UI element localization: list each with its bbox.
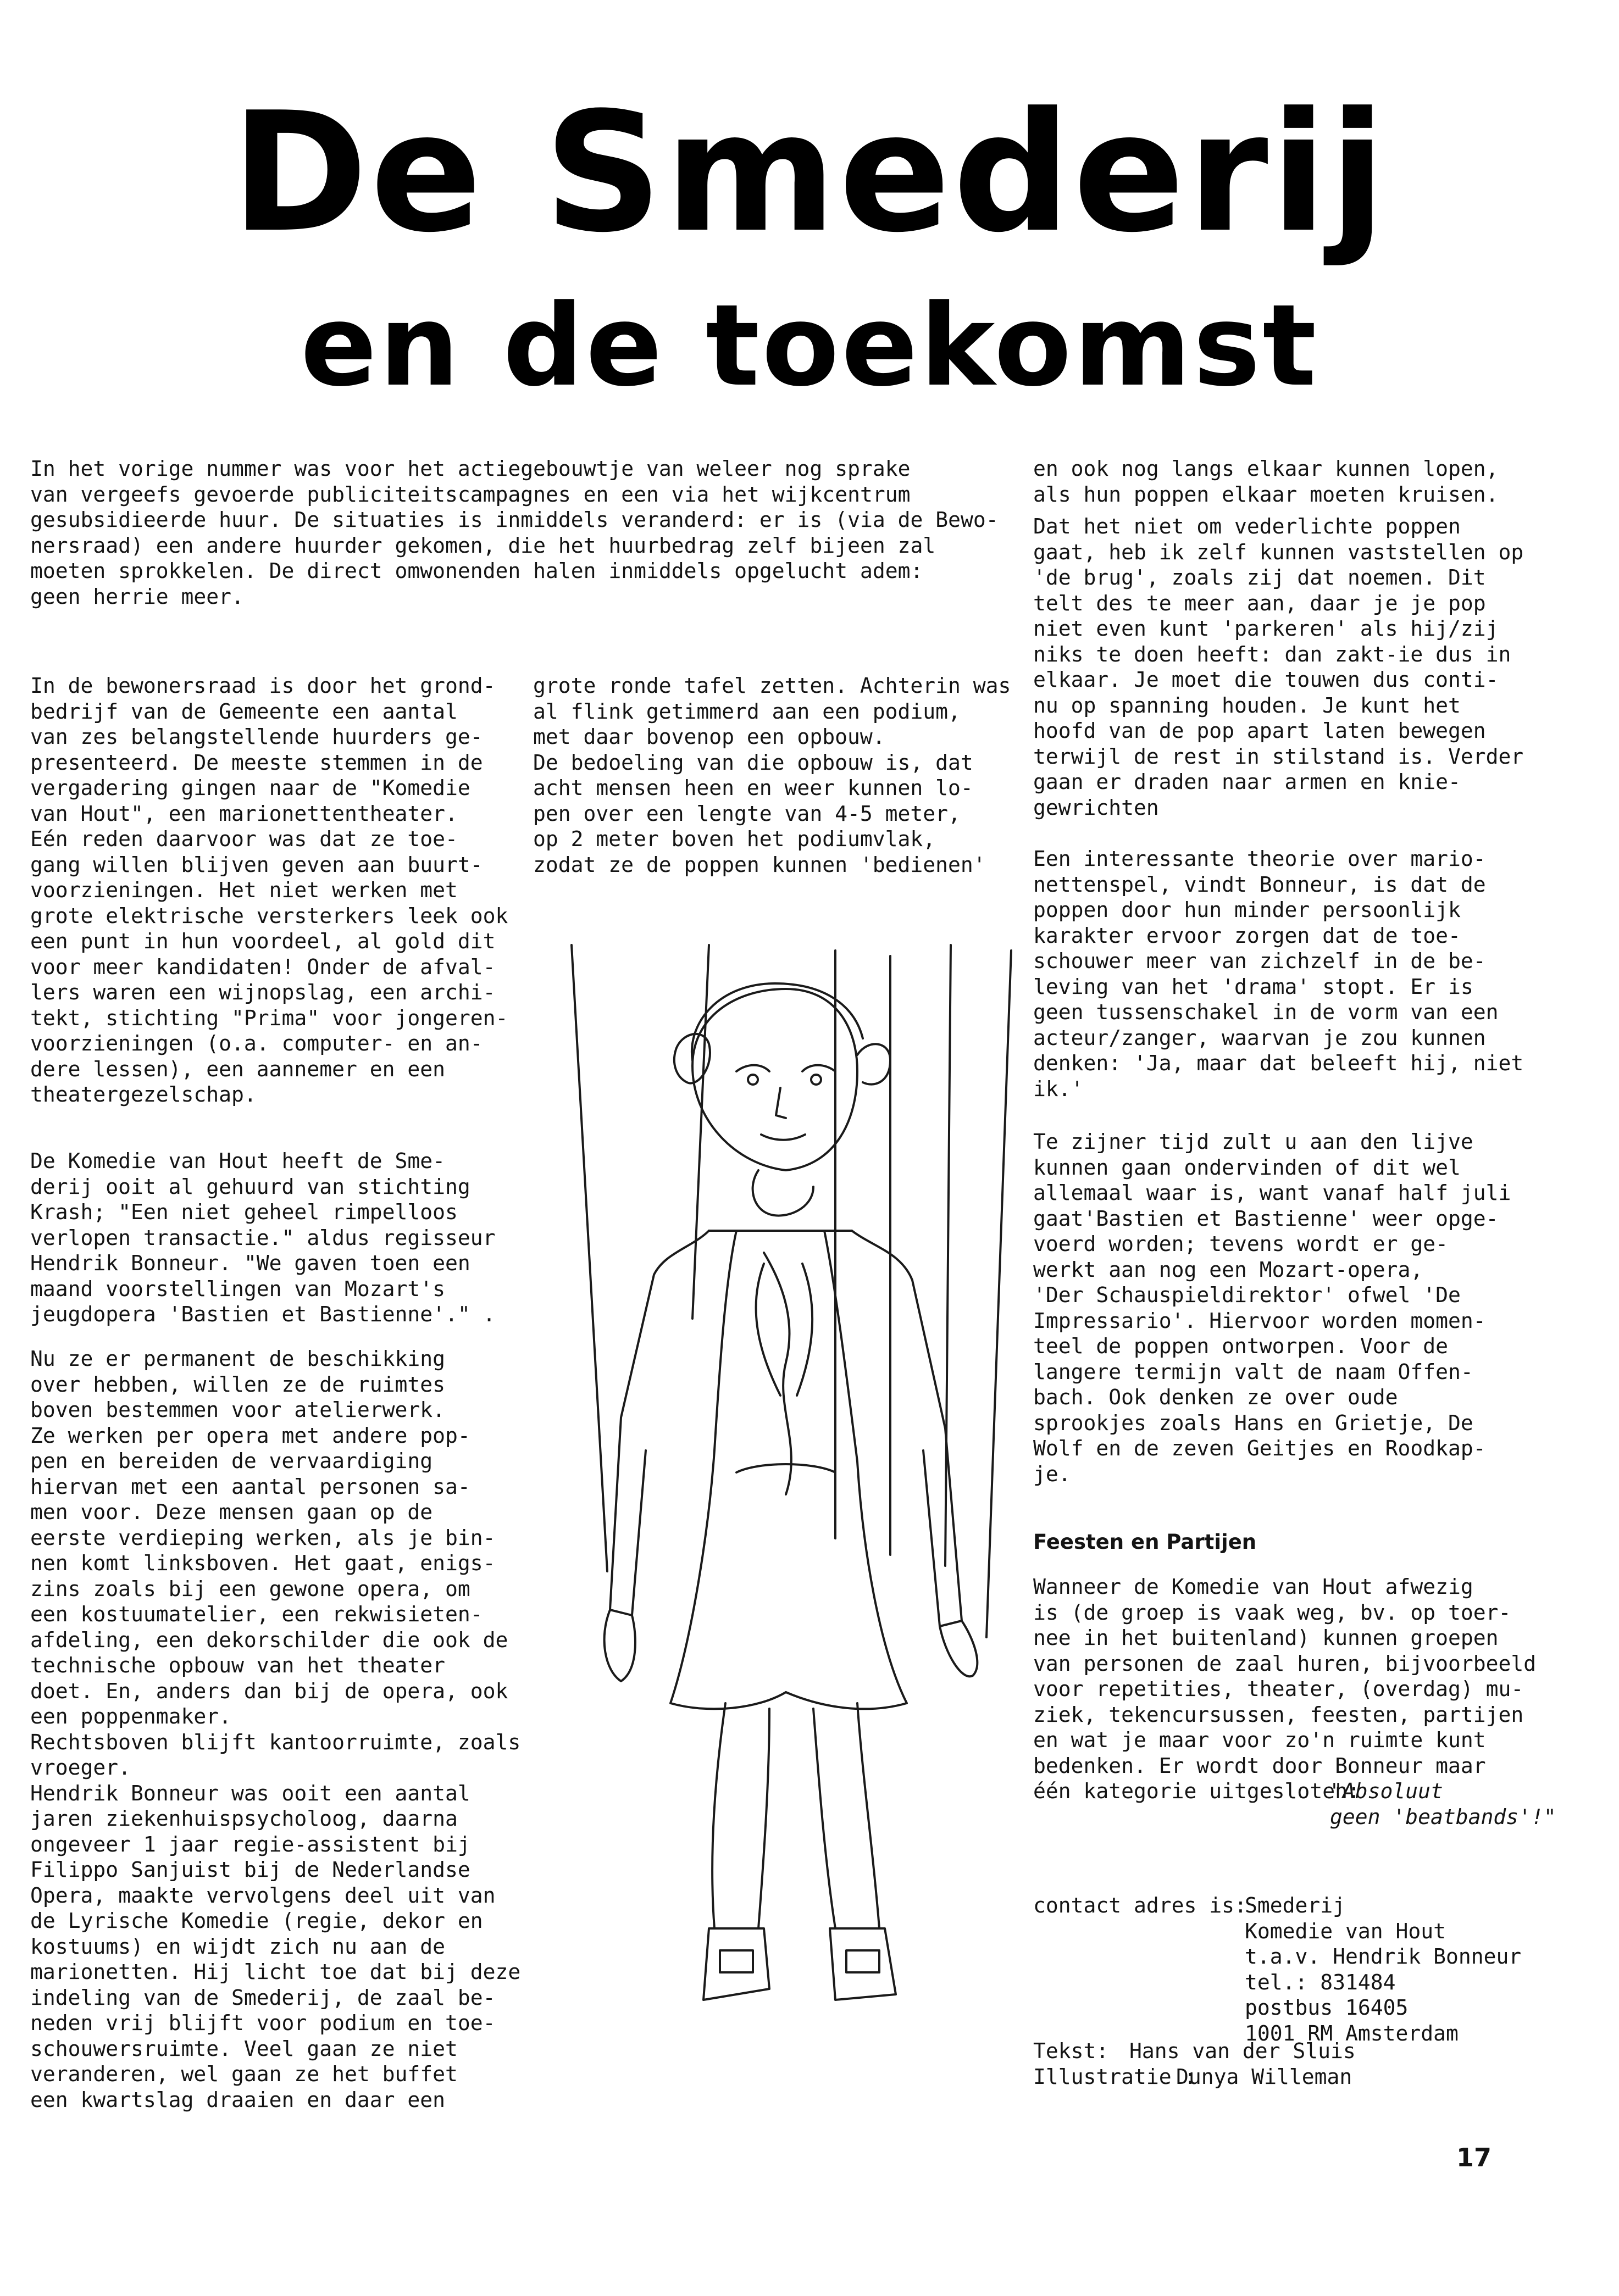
col1-paragraph-3: Nu ze er permanent de beschikking over hebben, willen ze de ruimtes boven bestemmen voor atelierwerk. Ze werken per opera met andere pop- pen en bereiden de vervaardiging hiervan met een aantal personen sa- men voor. Deze mensen gaan op de eerste verdieping werken, als je bin- nen komt linksboven. Het gaat, enigs- zins zoals bij een gewone opera, om een kostuumatelier, een rekwisieten- afdeling, een dekorschilder die ook de technische opbouw van het theater doet. En, anders dan bij de opera, ook een poppenmaker. Rechtsboven blijft kantoorruimte, zoals vroeger. Hendrik Bonneur was ooit een aantal jaren ziekenhuispsycholoog, daarna ongeveer 1 jaar regie-assistent bij Filippo Sanjuist bij de Nederlandse Opera, maakte vervolgens deel uit van de Lyrische Komedie (regie, dekor en kostuums) en wijdt zich nu aan de marionetten. Hij licht toe dat bij deze indeling van de Smederij, de zaal be- neden vrij blijft voor podium en toe- schouwersruimte. Veel gaan ze niet veranderen, wel gaan ze het buffet een kwartslag draaien en daar een: [30, 1347, 521, 2112]
contact-label: contact adres is:: [1033, 1893, 1247, 1917]
col3-paragraph-4: Te zijner tijd zult u aan den lijve kunnen gaan ondervinden of dit wel allemaal waar is, want vanaf half juli gaat'Bastien et Bastienne' weer opge- voerd worden; tevens wordt er ge- werkt aan nog een Mozart-opera, 'Der Schauspieldirektor' ofwel 'De Impressario'. Hiervoor worden momen- teel de poppen ontworpen. Voor de langere termijn valt de naam Offen- bach. Ook denken ze over oude sprookjes zoals Hans en Grietje, De Wolf en de zeven Geitjes en Roodkap- je.: [1033, 1130, 1511, 1486]
intro-paragraph: In het vorige nummer was voor het actiegebouwtje van weleer nog sprake van vergeefs gevoerde publiciteitscampagnes en een via het wijkcentrum gesubsidieerde huur. De situaties is inmiddels veranderd: er is (via de Bewo- nersraad) een andere huurder gekomen, die het huurbedrag zelf bijeen zal moeten sprokkelen. De direct omwonenden halen inmiddels opgelucht adem: geen herrie meer.: [30, 457, 999, 609]
credit-text-name: Hans van der Sluis: [1129, 2039, 1356, 2063]
col3-paragraph-1: en ook nog langs elkaar kunnen lopen, als hun poppen elkaar moeten kruisen.: [1033, 457, 1499, 507]
col2-paragraph-1: grote ronde tafel zetten. Achterin was al flink getimmerd aan een podium, met daar bovenop een opbouw. De bedoeling van die opbouw is, dat acht mensen heen en weer kunnen lo- pen over een lengte van 4-5 meter, op 2 meter boven het podiumvlak, zodat ze de poppen kunnen 'bedienen': [533, 674, 1011, 877]
article-title: De Smederij: [231, 77, 1388, 269]
contact-line: tel.: 831484: [1245, 1970, 1396, 1994]
marionette-head: [674, 983, 890, 1170]
marionette-hands: [605, 1610, 978, 1681]
col3-paragraph-2: Dat het niet om vederlichte poppen gaat, heb ik zelf kunnen vaststellen op 'de brug', zoals zij dat noemen. Dit telt des te meer aan, daar je je pop niet even kunt 'parkeren' als hij/zij niks te doen heeft: dan zakt-ie dus in elkaar. Je moet die touwen dus conti- nu op spanning houden. Je kunt het hoofd van de pop apart laten bewegen terwijl de rest in stilstand is. Verder gaan er draden naar armen en knie- gewrichten: [1033, 514, 1524, 820]
col3-paragraph-5: Wanneer de Komedie van Hout afwezig is (de groep is vaak weg, bv. op toer- nee in het buitenland) kunnen groepen van personen de zaal huren, bijvoorbeeld voor repetities, theater, (overdag) mu- ziek, tekencursussen, feesten, partijen en wat je maar voor zo'n ruimte kunt bedenken. Er wordt door Bonneur maar één kategorie uitgesloten:: [1033, 1575, 1537, 1803]
credit-illustration-name: Dunya Willeman: [1176, 2065, 1352, 2089]
contact-address: [1245, 1893, 1521, 2046]
credit-illustration-label: Illustratie :: [1033, 2065, 1197, 2089]
marionette-strings: [572, 945, 1011, 1637]
contact-line: Smederij: [1245, 1893, 1346, 1917]
contact-line: Komedie van Hout: [1245, 1919, 1446, 1943]
col3-paragraph-3: Een interessante theorie over mario- nettenspel, vindt Bonneur, is dat de poppen door hun minder persoonlijk karakter ervoor zorgen dat de toe- schouwer meer van zichzelf in de be- leving van het 'drama' stopt. Er is geen tussenschakel in de vorm van een acteur/zanger, waarvan je zou kunnen denken: 'Ja, maar dat beleeft hij, niet ik.': [1033, 847, 1524, 1101]
contact-line: 1001 RM Amsterdam: [1245, 2021, 1459, 2045]
article-subtitle: en de toekomst: [300, 281, 1319, 412]
col1-paragraph-1: In de bewonersraad is door het grond- bedrijf van de Gemeente een aantal van zes belangstellende huurders ge- presenteerd. De meeste stemmen in de vergadering gingen naar de "Komedie van Hout", een marionettentheater. Eén reden daarvoor was dat ze toe- gang willen blijven geven aan buurt- voorzieningen. Het niet werken met grote elektrische versterkers leek ook een punt in hun voordeel, al gold dit voor meer kandidaten! Onder de afval- lers waren een wijnopslag, een archi- tekt, stichting "Prima" voor jongeren- voorzieningen (o.a. computer- en an- dere lessen), een aannemer en een theatergezelschap.: [30, 674, 508, 1107]
quote-text: "Absoluut geen 'beatbands'!": [1330, 1779, 1556, 1829]
marionette-body: [610, 1170, 962, 1709]
marionette-legs: [703, 1703, 896, 2000]
col1-paragraph-2: De Komedie van Hout heeft de Sme- derij ooit al gehuurd van stichting Krash; "Een niet geheel rimpelloos verlopen transactie." aldus regisseur Hendrik Bonneur. "We gaven toen een maand voorstellingen van Mozart's jeugdopera 'Bastien et Bastienne'." .: [30, 1149, 496, 1326]
contact-line: postbus 16405: [1245, 1995, 1409, 2020]
section-heading: Feesten en Partijen: [1033, 1530, 1257, 1554]
marionette-illustration: [528, 923, 1022, 2066]
page-number: 17: [1456, 2143, 1492, 2172]
credit-text-label: Tekst:: [1033, 2039, 1109, 2063]
contact-line: t.a.v. Hendrik Bonneur: [1245, 1944, 1522, 1969]
